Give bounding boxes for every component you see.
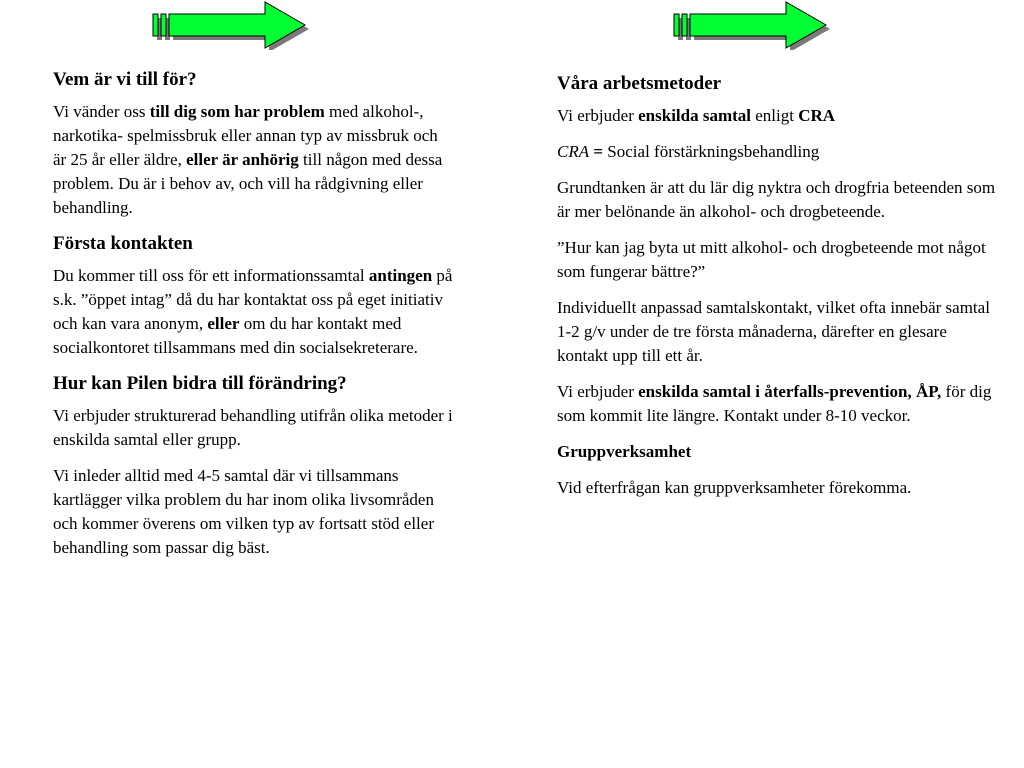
heading-how-pilen-helps: Hur kan Pilen bidra till förändring? (53, 373, 347, 394)
paragraph-basic-idea: Grundtanken är att du lär dig nyktra och drogfria beteenden som är mer belönande än alkohol- och drogbeteende. (557, 178, 996, 221)
paragraph-quote: ”Hur kan jag byta ut mitt alkohol- och drogbeteende mot något som fungerar bättre?” (557, 238, 986, 281)
right-arrow-icon (150, 0, 310, 50)
paragraph-relapse-prevention: Vi erbjuder enskilda samtal i återfalls-prevention, ÅP, för dig som kommit lite längre. Kontakt under 8-10 veckor. (557, 382, 992, 425)
paragraph-individual-contact: Individuellt anpassad samtalskontakt, vilket ofta innebär samtal 1-2 g/v under de tre första månaderna, därefter en glesare kontakt upp till ett år. (557, 298, 990, 365)
paragraph-first-contact: Du kommer till oss för ett informationssamtal antingen på s.k. ”öppet intag” då du har kontaktat oss på eget initiativ och kan vara anonym, eller om du har kontakt med socialkontoret tillsammans med din socialsekreterare. (53, 266, 453, 357)
paragraph-structured-treatment: Vi erbjuder strukturerad behandling utifrån olika metoder i enskilda samtal eller grupp. (53, 406, 453, 449)
heading-work-methods: Våra arbetsmetoder (557, 73, 722, 94)
left-column (53, 68, 453, 572)
heading-first-contact: Första kontakten (53, 233, 193, 254)
right-column (557, 72, 997, 512)
paragraph-who-for: Vi vänder oss till dig som har problem med alkohol-, narkotika- spelmissbruk eller annan typ av missbruk och är 25 år eller äldre, eller är anhörig till någon med dessa problem. Du är i behov av, och vill ha rådgivning eller behandling. (53, 102, 443, 217)
right-arrow-icon (671, 0, 831, 50)
paragraph-group-activity: Vid efterfrågan kan gruppverksamheter förekomma. (557, 478, 912, 497)
heading-who-for: Vem är vi till för? (53, 69, 197, 90)
paragraph-cra-offer: Vi erbjuder enskilda samtal enligt CRA (557, 106, 836, 125)
paragraph-cra-definition: CRA = Social förstärkningsbehandling (557, 142, 820, 161)
paragraph-initial-sessions: Vi inleder alltid med 4-5 samtal där vi tillsammans kartlägger vilka problem du har inom olika livsområden och kommer överens om vilken typ av fortsatt stöd eller behandling som passar dig bäst. (53, 466, 434, 557)
heading-group-activity: Gruppverksamhet (557, 442, 692, 461)
